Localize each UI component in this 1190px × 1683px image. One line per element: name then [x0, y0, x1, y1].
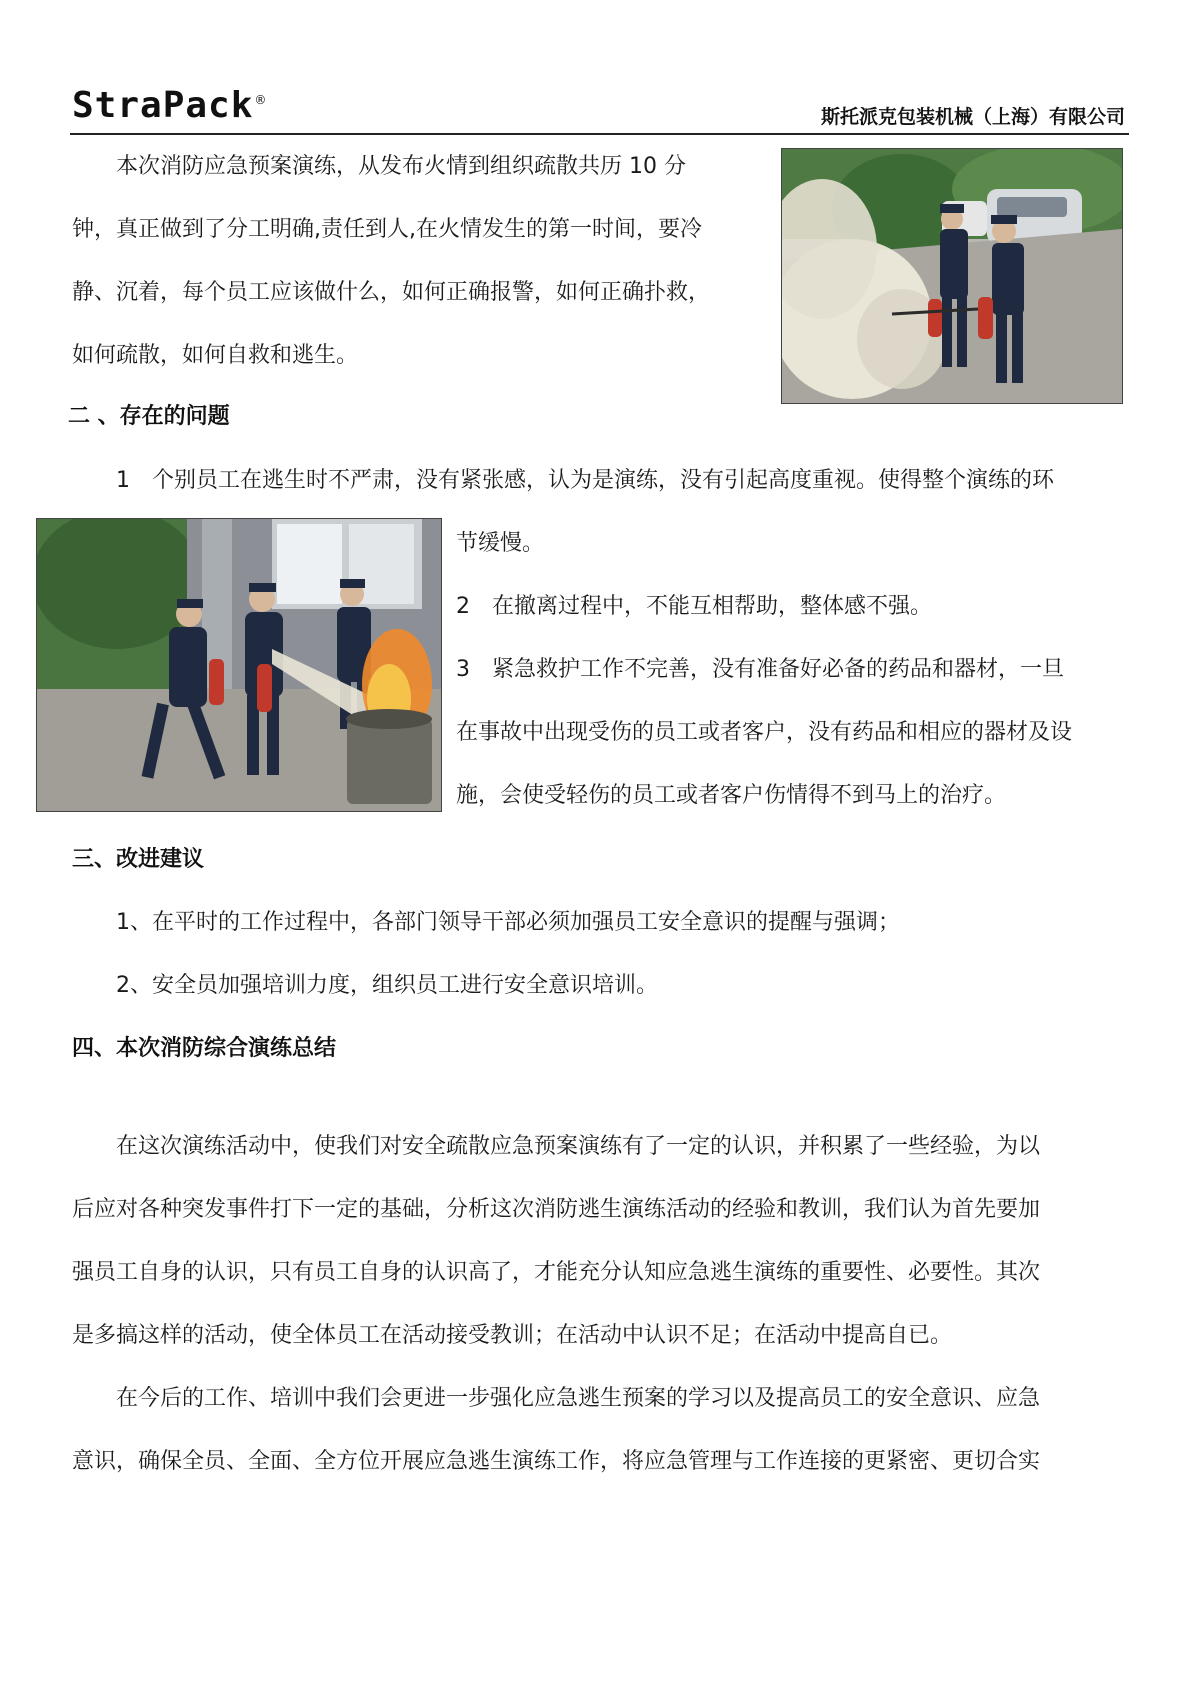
- intro-line-1: 本次消防应急预案演练，从发布火情到组织疏散共历 10 分: [72, 154, 686, 179]
- section-2-heading: 二 、存在的问题: [68, 404, 230, 429]
- header-divider: [70, 133, 1129, 135]
- section-4-heading: 四、本次消防综合演练总结: [72, 1036, 337, 1061]
- section-2-item-1-cont: 节缓慢。: [456, 531, 545, 556]
- company-name: 斯托派克包装机械（上海）有限公司: [820, 106, 1125, 128]
- summary-para-2-line-2: 意识，确保全员、全面、全方位开展应急逃生演练工作，将应急管理与工作连接的更紧密、更切合实: [72, 1449, 1041, 1474]
- summary-para-1-line-3: 强员工自身的认识，只有员工自身的认识高了，才能充分认知应急逃生演练的重要性、必要性。其次: [72, 1260, 1041, 1285]
- section-2-item-3-line-2: 在事故中出现受伤的员工或者客户，没有药品和相应的器材及设: [456, 720, 1073, 745]
- summary-para-1-line-4: 是多搞这样的活动，使全体员工在活动接受教训；在活动中认识不足；在活动中提高自已。: [72, 1323, 953, 1348]
- section-2-item-2: 2 在撤离过程中，不能互相帮助，整体感不强。: [456, 594, 932, 619]
- intro-line-4: 如何疏散，如何自救和逃生。: [72, 343, 359, 368]
- section-3-item-1: 1、在平时的工作过程中，各部门领导干部必须加强员工安全意识的提醒与强调；: [116, 910, 900, 935]
- summary-para-1-line-2: 后应对各种突发事件打下一定的基础，分析这次消防逃生演练活动的经验和教训，我们认为首先要加: [72, 1197, 1041, 1222]
- section-2-item-3-line-1: 3 紧急救护工作不完善，没有准备好必备的药品和器材，一旦: [456, 657, 1064, 682]
- intro-line-2: 钟，真正做到了分工明确,责任到人,在火情发生的第一时间，要冷: [72, 217, 702, 242]
- section-2-item-3-line-3: 施，会使受轻伤的员工或者客户伤情得不到马上的治疗。: [456, 783, 1007, 808]
- intro-line-3: 静、沉着，每个员工应该做什么，如何正确报警，如何正确扑救，: [72, 280, 711, 305]
- strapack-logo: [72, 85, 268, 126]
- photo-extinguisher-drill-1: [781, 148, 1123, 404]
- section-3-heading: 三、改进建议: [72, 847, 205, 872]
- registered-mark: ®: [254, 93, 268, 107]
- photo-extinguisher-drill-2: [36, 518, 442, 812]
- section-2-item-1: 1 个别员工在逃生时不严肃，没有紧张感，认为是演练，没有引起高度重视。使得整个演练的环: [116, 468, 1055, 493]
- logo-text: StraPack: [72, 85, 254, 126]
- summary-para-1-line-1: 在这次演练活动中，使我们对安全疏散应急预案演练有了一定的认识，并积累了一些经验，为以: [72, 1134, 1041, 1159]
- section-3-item-2: 2、安全员加强培训力度，组织员工进行安全意识培训。: [116, 973, 658, 998]
- summary-para-2-line-1: 在今后的工作、培训中我们会更进一步强化应急逃生预案的学习以及提高员工的安全意识、应急: [72, 1386, 1041, 1411]
